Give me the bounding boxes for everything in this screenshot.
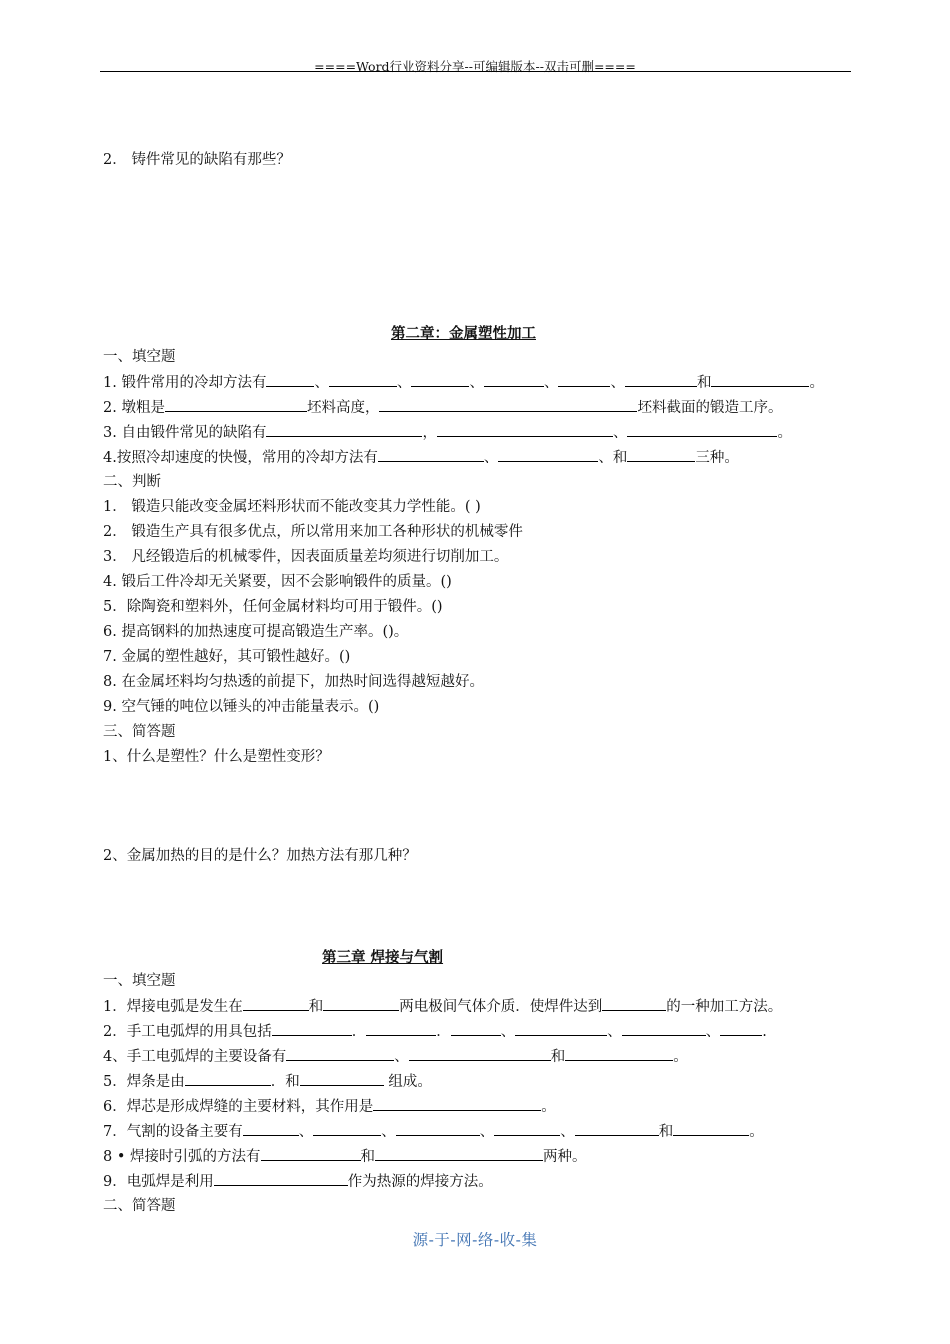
blank[interactable]	[411, 372, 469, 387]
ch2-judge-8: 8. 在金属坯料均匀热透的前提下，加热时间选得越短越好。	[103, 674, 484, 690]
blank[interactable]	[266, 372, 314, 387]
blank[interactable]	[243, 996, 309, 1011]
blank[interactable]	[396, 1121, 480, 1136]
blank[interactable]	[323, 996, 399, 1011]
ch2-short-1: 1、什么是塑性？什么是塑性变形？	[103, 749, 330, 765]
ch2-judge-5: 5．除陶瓷和塑料外，任何金属材料均可用于锻件。()	[103, 599, 443, 615]
blank[interactable]	[286, 1046, 394, 1061]
blank[interactable]	[243, 1121, 299, 1136]
blank[interactable]	[379, 397, 637, 412]
blank[interactable]	[558, 372, 610, 387]
blank[interactable]	[272, 1021, 352, 1036]
blank[interactable]	[313, 1121, 381, 1136]
blank[interactable]	[515, 1021, 607, 1036]
ch2-judge-9: 9. 空气锤的吨位以锤头的冲击能量表示。()	[103, 699, 380, 715]
blank[interactable]	[498, 447, 598, 462]
blank[interactable]	[565, 1046, 673, 1061]
ch2-judge-7: 7. 金属的塑性越好，其可锻性越好。()	[103, 649, 351, 665]
ch3-fill-heading: 一、填空题	[103, 973, 176, 989]
blank[interactable]	[366, 1021, 436, 1036]
blank[interactable]	[720, 1021, 762, 1036]
ch2-judge-1: 1． 锻造只能改变金属坯料形状而不能改变其力学性能。( )	[103, 499, 481, 515]
ch3-fill-9: 9．电弧焊是利用 作为热源的焊接方法。	[103, 1171, 493, 1192]
ch2-short-2: 2、金属加热的目的是什么？加热方法有那几种？	[103, 848, 417, 864]
blank[interactable]	[266, 422, 422, 437]
chapter3-title: 第三章 焊接与气割	[322, 949, 444, 966]
blank[interactable]	[437, 422, 613, 437]
ch2-fill-3: 3. 自由锻件常见的缺陷有 ， 、 。	[103, 422, 792, 443]
page-footer: 源-于-网-络-收-集	[412, 1231, 538, 1249]
blank[interactable]	[627, 447, 695, 462]
blank[interactable]	[625, 372, 697, 387]
header-rule	[100, 71, 851, 72]
ch3-fill-6: 6．焊芯是形成焊缝的主要材料，其作用是 。	[103, 1096, 556, 1117]
chapter2-title: 第二章：金属塑性加工	[391, 325, 536, 342]
blank[interactable]	[622, 1021, 706, 1036]
ch3-fill-8: 8 • 焊接时引弧的方法有 和 两种。	[103, 1146, 587, 1167]
blank[interactable]	[261, 1146, 361, 1161]
blank[interactable]	[185, 1071, 271, 1086]
ch3-fill-2: 2．手工电弧焊的用具包括 ． ． 、 、 、 .	[103, 1021, 767, 1042]
page-header: ====Word行业资料分享--可编辑版本--双击可删====	[314, 59, 636, 74]
blank[interactable]	[711, 372, 809, 387]
ch2-judge-2: 2． 锻造生产具有很多优点，所以常用来加工各种形状的机械零件	[103, 524, 523, 540]
ch3-fill-5: 5．焊条是由 ．和 组成。	[103, 1071, 432, 1092]
ch2-fill-2: 2. 墩粗是 坯料高度， 坯料截面的锻造工序。	[103, 397, 782, 418]
blank[interactable]	[165, 397, 293, 412]
blank[interactable]	[451, 1021, 501, 1036]
blank[interactable]	[484, 372, 544, 387]
ch3-short-heading: 二、简答题	[103, 1198, 176, 1214]
ch2-fill-heading: 一、填空题	[103, 349, 176, 365]
ch3-fill-7: 7．气割的设备主要有 、 、 、 、 和 。	[103, 1121, 764, 1142]
ch2-judge-6: 6. 提高钢料的加热速度可提高锻造生产率。()。	[103, 624, 409, 640]
ch2-judge-4: 4. 锻后工件冷却无关紧要，因不会影响锻件的质量。()	[103, 574, 452, 590]
question-castings-defects: 2． 铸件常见的缺陷有那些？	[103, 152, 291, 168]
blank[interactable]	[627, 422, 777, 437]
blank[interactable]	[673, 1121, 749, 1136]
ch3-fill-4: 4、手工电弧焊的主要设备有 、 和 。	[103, 1046, 688, 1067]
ch2-fill-1: 1. 锻件常用的冷却方法有 、 、 、 、 、 和 。	[103, 372, 824, 393]
blank[interactable]	[214, 1171, 348, 1186]
ch2-fill-4: 4.按照冷却速度的快慢，常用的冷却方法有 、 、和 三种。	[103, 447, 739, 468]
blank[interactable]	[575, 1121, 659, 1136]
blank[interactable]	[375, 1146, 543, 1161]
blank[interactable]	[300, 1071, 384, 1086]
ch3-fill-1: 1．焊接电弧是发生在 和 两电极间气体介质．使焊件达到 的一种加工方法。	[103, 996, 782, 1017]
blank[interactable]	[602, 996, 666, 1011]
blank[interactable]	[378, 447, 484, 462]
blank[interactable]	[373, 1096, 541, 1111]
blank[interactable]	[494, 1121, 560, 1136]
ch2-judge-heading: 二、判断	[103, 474, 161, 490]
ch2-judge-3: 3． 凡经锻造后的机械零件，因表面质量差均须进行切削加工。	[103, 549, 509, 565]
blank[interactable]	[409, 1046, 551, 1061]
blank[interactable]	[329, 372, 397, 387]
ch2-short-heading: 三、简答题	[103, 724, 176, 740]
